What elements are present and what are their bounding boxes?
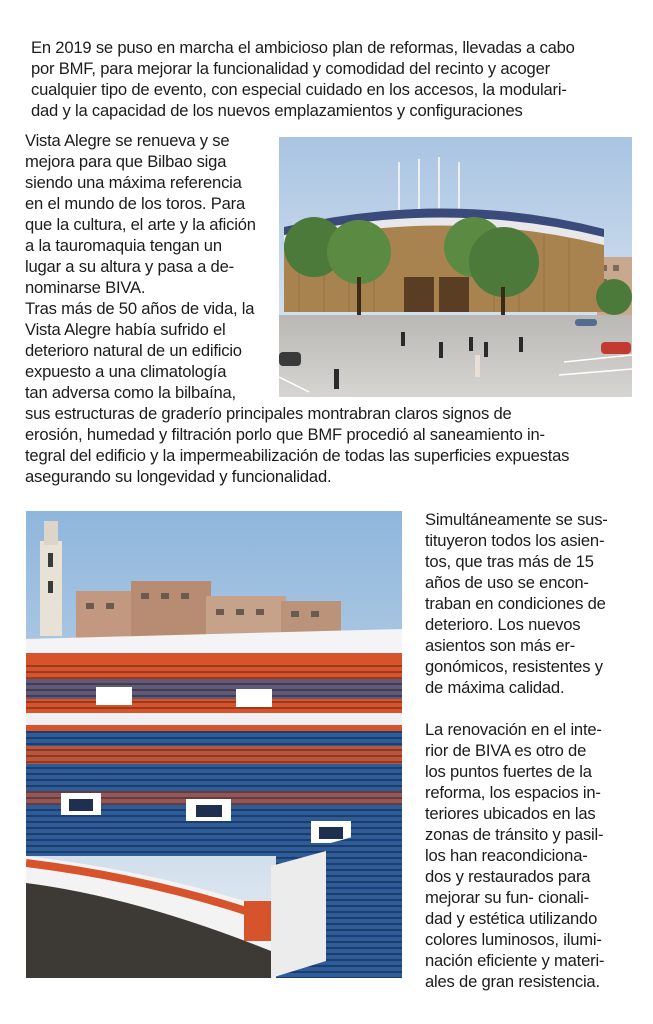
section2-line: La renovación en el inte- [425,720,602,739]
section2-line: zonas de tránsito y pasil- [425,825,604,844]
section2-line: nación eficiente y materi- [425,951,605,970]
section1-line: a la tauromaquia tengan un [25,236,222,255]
section2-line: asientos son más er- [425,636,576,655]
bullring-interior-photo [26,511,402,978]
intro-paragraph [31,37,575,121]
section2-line: Simultáneamente se sus- [425,510,608,529]
intro-line: cualquier tipo de evento, con especial cuidado en los accesos, la modulari- [31,80,567,99]
section1-full-text [25,403,569,487]
intro-line: por BMF, para mejorar la funcionalidad y comodidad del recinto y acoger [31,59,550,78]
section1-line: mejora para que Bilbao siga [25,152,227,171]
section2-spacer [425,698,608,719]
section1-line: Tras más de 50 años de vida, la [25,299,255,318]
section1-line: que la cultura, el arte y la afición [25,215,256,234]
section2-line: tituyeron todos los asien- [425,531,605,550]
section2-line: los puntos fuertes de la [425,762,592,781]
section2-line: ales de gran resistencia. [425,972,600,991]
section2-line: años de uso se encon- [425,573,589,592]
section2-line: dad y estética utilizando [425,909,598,928]
section1-full-line: tegral del edificio y la impermeabilización de todas las superficies expuestas [25,446,570,465]
section2-text [425,509,608,992]
section2-line: teriores ubicados en las [425,804,596,823]
section2-line: rior de BIVA es otro de [425,741,587,760]
section2-line: reforma, los espacios in- [425,783,601,802]
section1-full-line: erosión, humedad y filtración porlo que BMF procedió al saneamiento in- [25,425,545,444]
bullring-exterior-photo [279,137,632,397]
section1-line: siendo una máxima referencia [25,173,242,192]
section1-line: deterioro natural de un edificio [25,341,242,360]
section2-line: deterioro. Los nuevos [425,615,581,634]
section1-full-line: asegurando su longevidad y funcionalidad. [25,467,332,486]
intro-line: dad y la capacidad de los nuevos emplazamientos y configuraciones [31,101,523,120]
section2-line: traban en condiciones de [425,594,606,613]
section2-line: mejorar su fun- cionali- [425,888,589,907]
section2-line: colores luminosos, ilumi- [425,930,602,949]
section1-line: en el mundo de los toros. Para [25,194,245,213]
section1-full-line: sus estructuras de graderío principales montrabran claros signos de [25,404,512,423]
section2-line: los han reacondiciona- [425,846,588,865]
section1-side-text [25,130,256,403]
intro-line: En 2019 se puso en marcha el ambicioso plan de reformas, llevadas a cabo [31,38,575,57]
section2-line: de máxima calidad. [425,678,565,697]
section1-line: Vista Alegre se renueva y se [25,131,230,150]
section2-line: gonómicos, resistentes y [425,657,603,676]
section1-line: nominarse BIVA. [25,278,146,297]
section2-line: dos y restaurados para [425,867,591,886]
section1-line: tan adversa como la bilbaína, [25,383,236,402]
section1-line: expuesto a una climatología [25,362,227,381]
section2-line: tos, que tras más de 15 [425,552,594,571]
section1-line: Vista Alegre había sufrido el [25,320,226,339]
section1-line: lugar a su altura y pasa a de- [25,257,234,276]
